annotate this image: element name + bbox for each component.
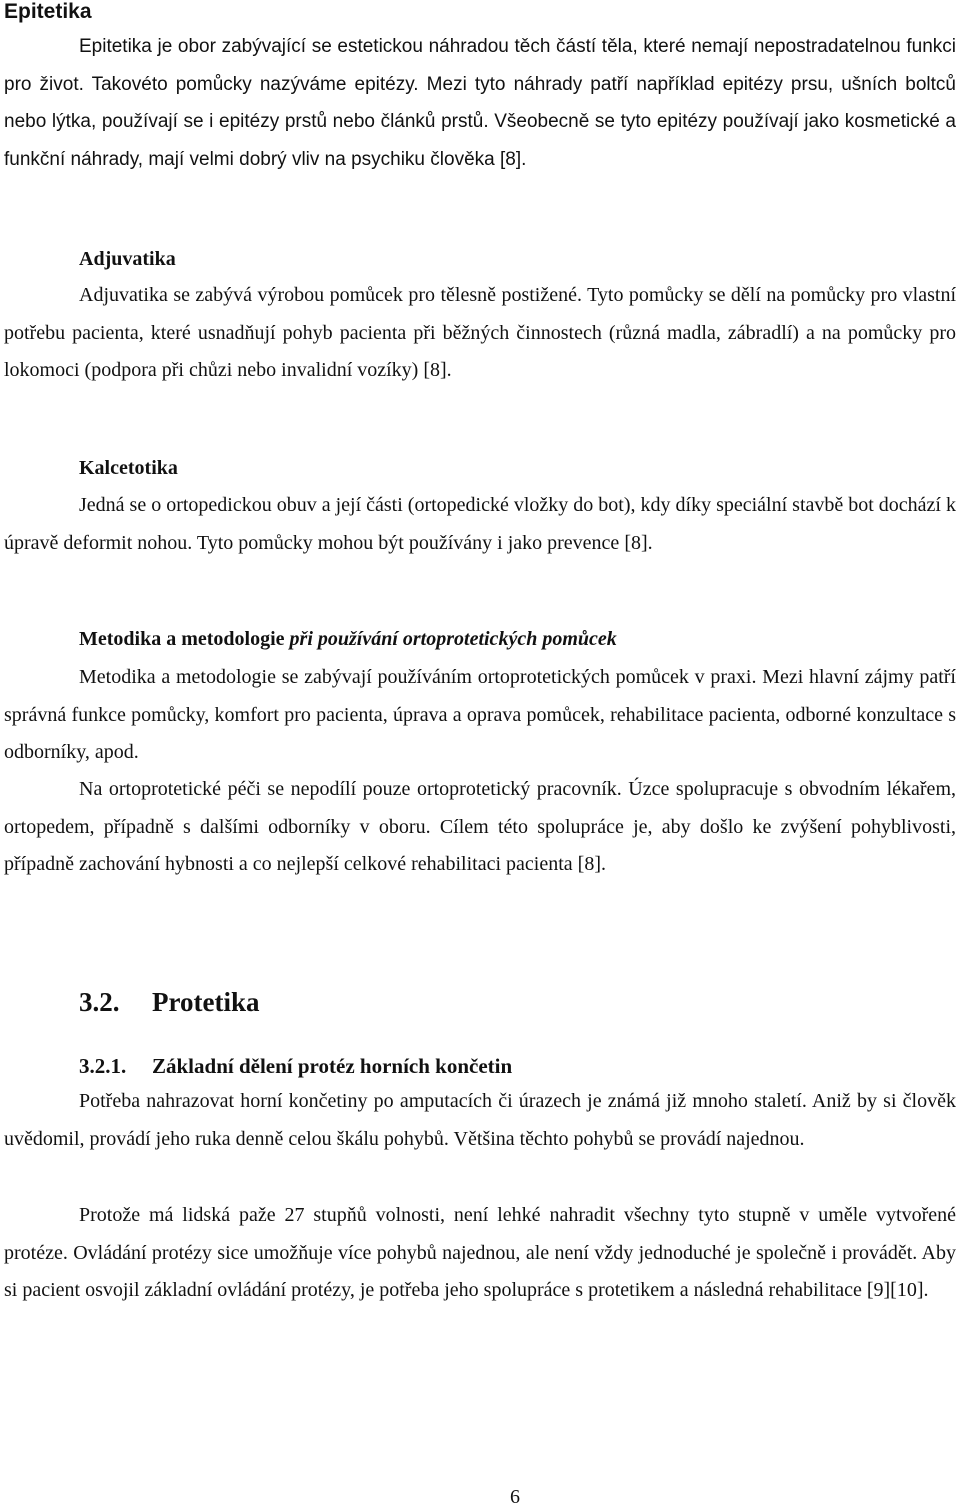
paragraph-metodika-2: Na ortoprotetické péči se nepodílí pouze ortoprotetický pracovník. Úzce spolupracuje s obvodním lékařem, ortopedem, případně s dalšími odborníky v oboru. Cílem této spolupráce je, aby došlo ke zvýšení pohyblivosti, případně zachování hybnosti a co nejlepší celkové rehabilitaci pacienta [8]. [4,778,956,875]
paragraph-metodika-1: Metodika a metodologie se zabývají používáním ortoprotetických pomůcek v praxi. Mezi hlavní zájmy patří správná funkce pomůcky, komfort pro pacienta, úprava a oprava pomůcek, rehabilitace pacienta, odborné konzultace s odborníky, apod. [4,666,956,763]
subsection-number: 3.2.1. [79,1054,127,1078]
paragraph-kalcetotika: Jedná se o ortopedickou obuv a její části (ortopedické vložky do bot), kdy díky speciální stavbě bot dochází k úpravě deformit nohou. Tyto pomůcky mohou být používány i jako prevence [8]. [4,494,956,554]
subsection-heading-zakladni-deleni [79,1052,512,1080]
heading-adjuvatika: Adjuvatika [79,248,176,270]
paragraph-epitetika: Epitetika je obor zabývající se estetickou náhradou těch částí těla, které nemají nepostradatelnou funkci pro život. Takovéto pomůcky nazýváme epitézy. Mezi tyto náhrady patří například epitézy prsu, ušních boltců nebo lýtka, používají se i epitézy prstů nebo článků prstů. Všeobecně se tyto epitézy používají jako kosmetické a funkční náhrady, mají velmi dobrý vliv na psychiku člověka [8]. [4,36,956,170]
heading-metodika [4,625,960,653]
heading-epitetika: Epitetika [4,0,92,23]
heading-metodika-italic: při používání ortoprotetických pomůcek [289,628,617,650]
section-number: 3.2. [79,987,120,1017]
paragraph-adjuvatika: Adjuvatika se zabývá výrobou pomůcek pro tělesně postižené. Tyto pomůcky se dělí na pomůcky pro vlastní potřebu pacienta, které usnadňují pohyb pacienta při běžných činnostech (různá madla, zábradlí) a na pomůcky pro lokomoci (podpora při chůzi nebo invalidní vozíky) [8]. [4,284,956,381]
subsection-title: Základní dělení protéz horních končetin [152,1054,513,1078]
paragraph-deleni-1: Potřeba nahrazovat horní končetiny po amputacích či úrazech je známá již mnoho staletí. Aniž by si člověk uvědomil, provádí jeho ruka denně celou škálu pohybů. Většina těchto pohybů se provádí najednou. [4,1090,956,1150]
heading-kalcetotika: Kalcetotika [79,457,178,479]
page-number: 6 [510,1486,520,1508]
heading-metodika-plain: Metodika a metodologie [79,628,290,650]
section-title: Protetika [152,987,260,1017]
paragraph-deleni-2: Protože má lidská paže 27 stupňů volnosti, není lehké nahradit všechny tyto stupně v uměle vytvořené protéze. Ovládání protézy sice umožňuje více pohybů najednou, ale není vždy jednoduché je společně i provádět. Aby si pacient osvojil základní ovládání protézy, je potřeba jeho spolupráce s protetikem a následná rehabilitace [9][10]. [4,1204,956,1301]
section-heading-protetika [79,985,259,1019]
